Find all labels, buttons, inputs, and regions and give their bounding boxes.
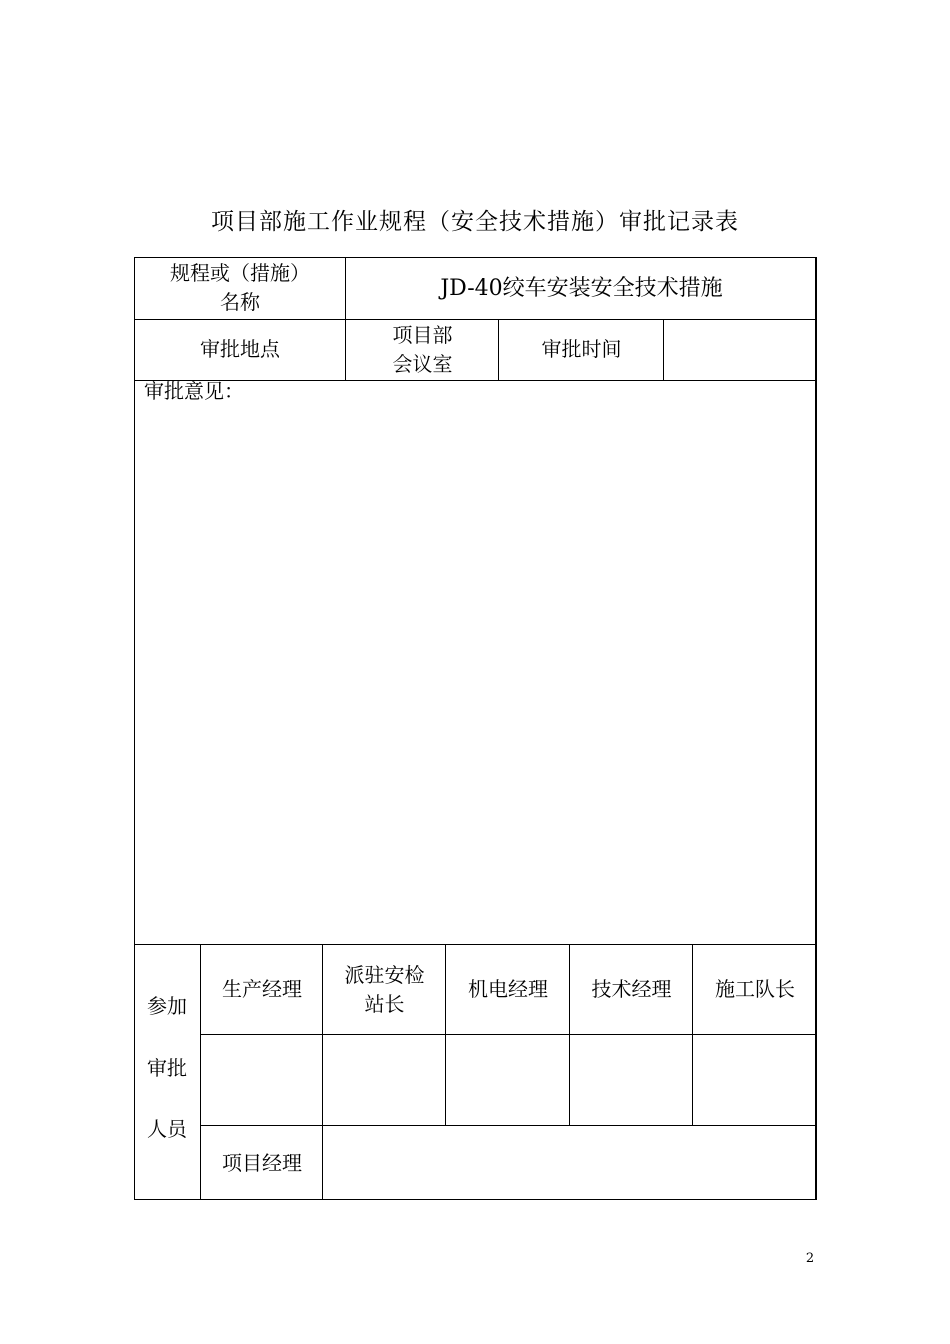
name-value: JD-40绞车安装安全技术措施 <box>440 275 723 301</box>
name-label-cell <box>134 257 346 319</box>
role-label: 生产经理 <box>222 977 302 1001</box>
role-header-technical-manager <box>570 945 693 1034</box>
role-label: 技术经理 <box>591 977 672 1001</box>
role-label-line2: 站长 <box>364 991 405 1016</box>
location-label-cell <box>134 319 346 380</box>
opinion-field[interactable] <box>134 407 817 944</box>
signature-cell-safety-station-chief[interactable] <box>323 1035 446 1125</box>
participants-label-part1: 参加 <box>147 994 187 1018</box>
role-label-line1: 派驻安检 <box>344 962 425 987</box>
participants-label-part2: 审批 <box>147 1056 187 1080</box>
name-label-line2: 名称 <box>220 290 260 314</box>
project-manager-signature-cell[interactable] <box>323 1126 817 1200</box>
location-value-cell[interactable] <box>346 319 499 380</box>
signature-cell-construction-team-leader[interactable] <box>693 1035 817 1125</box>
role-header-production-manager <box>201 945 323 1034</box>
signature-cell-production-manager[interactable] <box>201 1035 323 1125</box>
role-header-electromechanical-manager <box>446 945 570 1034</box>
location-value-line1: 项目部 <box>392 322 453 347</box>
project-manager-label: 项目经理 <box>222 1150 302 1175</box>
page-number: 2 <box>805 1251 815 1266</box>
role-label: 施工队长 <box>715 977 795 1001</box>
time-label: 审批时间 <box>541 337 622 361</box>
role-header-construction-team-leader <box>693 945 817 1034</box>
name-value-cell[interactable] <box>346 257 817 319</box>
document-title: 项目部施工作业规程（安全技术措施）审批记录表 <box>211 209 739 235</box>
signature-cell-electromechanical-manager[interactable] <box>446 1035 570 1125</box>
project-manager-label-cell <box>201 1126 323 1200</box>
opinion-label: 审批意见： <box>144 379 244 403</box>
time-value-cell[interactable] <box>664 319 817 380</box>
approval-form-table <box>134 257 817 1200</box>
signature-cell-technical-manager[interactable] <box>570 1035 693 1125</box>
location-label: 审批地点 <box>200 337 280 361</box>
role-label: 机电经理 <box>468 977 548 1001</box>
name-label-line1: 规程或（措施） <box>170 261 310 285</box>
time-label-cell <box>499 319 664 380</box>
role-header-safety-station-chief <box>323 945 446 1034</box>
participants-label-part3: 人员 <box>147 1117 187 1141</box>
location-value-line2: 会议室 <box>392 351 453 376</box>
